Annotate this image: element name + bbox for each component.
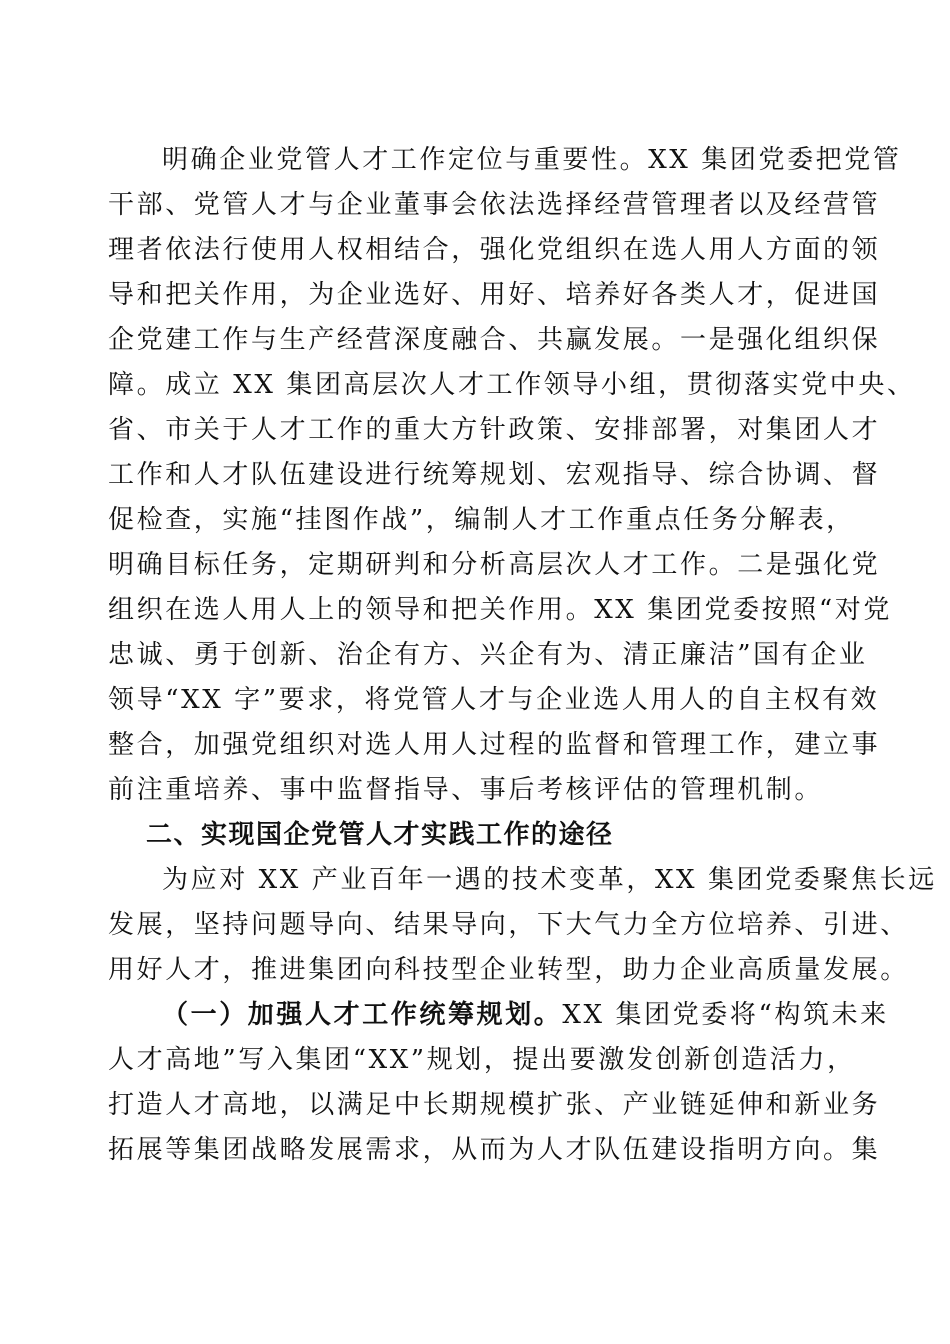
text-line: [162, 999, 889, 1031]
text-line: 障。成立 XX 集团高层次人才工作领导小组，贯彻落实党中央、: [108, 370, 916, 400]
subsection-text: XX 集团党委将“构筑未来: [562, 1000, 889, 1030]
text-line: 领导“XX 字”要求，将党管人才与企业选人用人的自主权有效: [108, 685, 880, 715]
text-line: 拓展等集团战略发展需求，从而为人才队伍建设指明方向。集: [108, 1135, 881, 1165]
text-line: 工作和人才队伍建设进行统筹规划、宏观指导、综合协调、督: [108, 460, 881, 490]
text-line: 忠诚、勇于创新、治企有方、兴企有为、清正廉洁”国有企业: [108, 640, 868, 670]
text-line: 干部、党管人才与企业董事会依法选择经营管理者以及经营管: [108, 190, 881, 220]
text-line: 为应对 XX 产业百年一遇的技术变革，XX 集团党委聚焦长远: [162, 865, 937, 895]
text-line: 整合，加强党组织对选人用人过程的监督和管理工作，建立事: [108, 730, 881, 760]
text-line: 打造人才高地，以满足中长期规模扩张、产业链延伸和新业务: [108, 1090, 881, 1120]
text-line: 明确企业党管人才工作定位与重要性。XX 集团党委把党管: [162, 145, 902, 175]
text-line: 省、市关于人才工作的重大方针政策、安排部署，对集团人才: [108, 415, 881, 445]
text-line: 前注重培养、事中监督指导、事后考核评估的管理机制。: [108, 775, 824, 805]
text-line: 导和把关作用，为企业选好、用好、培养好各类人才，促进国: [108, 280, 881, 310]
text-line: 组织在选人用人上的领导和把关作用。XX 集团党委按照“对党: [108, 595, 892, 625]
text-line: 理者依法行使用人权相结合，强化党组织在选人用人方面的领: [108, 235, 881, 265]
text-line: 人才高地”写入集团“XX”规划，提出要激发创新创造活力，: [108, 1045, 856, 1075]
text-line: 企党建工作与生产经营深度融合、共赢发展。一是强化组织保: [108, 325, 881, 355]
text-line: 发展，坚持问题导向、结果导向，下大气力全方位培养、引进、: [108, 910, 909, 940]
section-heading: 二、实现国企党管人才实践工作的途径: [146, 820, 614, 850]
text-line: 促检查，实施“挂图作战”，编制人才工作重点任务分解表，: [108, 505, 855, 535]
subsection-title: （一）加强人才工作统筹规划。: [162, 1000, 563, 1030]
text-line: 用好人才，推进集团向科技型企业转型，助力企业高质量发展。: [108, 955, 909, 985]
text-line: 明确目标任务，定期研判和分析高层次人才工作。二是强化党: [108, 550, 881, 580]
